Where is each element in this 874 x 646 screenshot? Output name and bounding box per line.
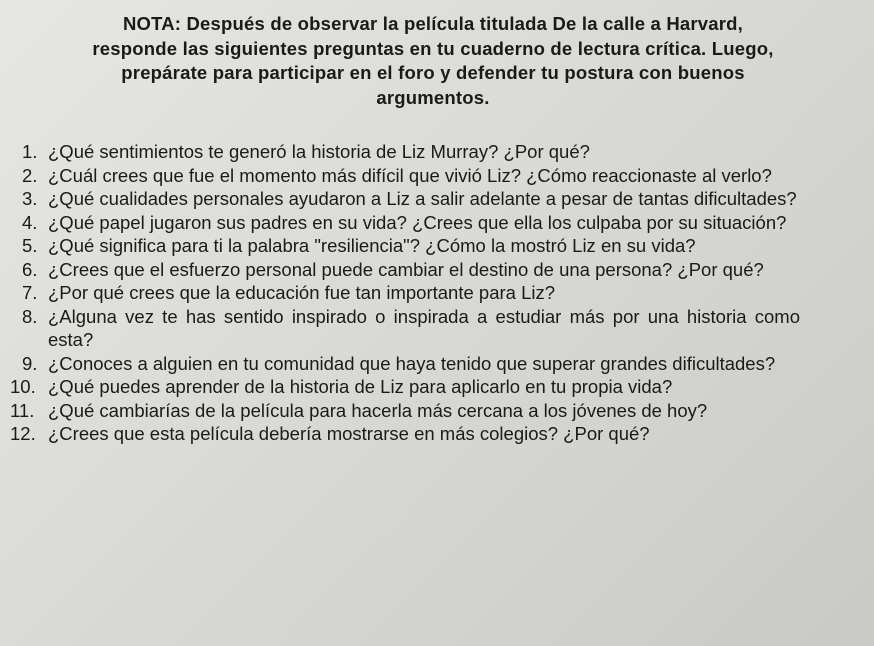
question-text: ¿Crees que esta película debería mostrarse en más colegios? ¿Por qué? (48, 423, 650, 444)
question-number: 12. (10, 423, 36, 444)
question-number: 2. (22, 164, 38, 186)
question-item (10, 422, 800, 446)
question-text: ¿Qué cualidades personales ayudaron a Liz a salir adelante a pesar de tantas dificultades? (48, 188, 797, 209)
question-number: 10. (10, 376, 36, 397)
question-number: 3. (22, 188, 38, 209)
question-text: ¿Por qué crees que la educación fue tan importante para Liz? (48, 282, 556, 303)
question-number: 1. (22, 141, 38, 162)
question-text: ¿Conoces a alguien en tu comunidad que haya tenido que superar grandes dificultades? (48, 352, 776, 374)
question-number: 7. (22, 282, 38, 303)
question-item (10, 281, 800, 305)
question-number: 6. (22, 258, 38, 280)
note-line-3: prepárate para participar en el foro y defender tu postura con buenos (121, 62, 745, 83)
question-item (10, 399, 800, 423)
question-text: ¿Qué cambiarías de la película para hacerla más cercana a los jóvenes de hoy? (48, 399, 708, 421)
question-item (10, 211, 800, 235)
question-text: ¿Crees que el esfuerzo personal puede cambiar el destino de una persona? ¿Por qué? (48, 258, 764, 280)
note-heading (8, 12, 858, 110)
question-text: ¿Qué significa para ti la palabra "resiliencia"? ¿Cómo la mostró Liz en su vida? (48, 235, 696, 256)
question-item (10, 164, 800, 188)
question-list (10, 140, 800, 446)
question-text: ¿Cuál crees que fue el momento más difícil que vivió Liz? ¿Cómo reaccionaste al verlo? (48, 164, 772, 186)
question-number: 5. (22, 235, 38, 256)
question-number: 9. (22, 352, 38, 374)
question-item (10, 234, 800, 258)
question-text: ¿Qué puedes aprender de la historia de Liz para aplicarlo en tu propia vida? (48, 376, 673, 397)
question-text: ¿Alguna vez te has sentido inspirado o inspirada a estudiar más por una historia como esta? (48, 305, 800, 350)
question-text: ¿Qué papel jugaron sus padres en su vida? ¿Crees que ella los culpaba por su situación? (48, 211, 787, 233)
question-number: 8. (22, 305, 38, 327)
question-item (10, 140, 800, 164)
question-text: ¿Qué sentimientos te generó la historia de Liz Murray? ¿Por qué? (48, 141, 590, 162)
question-item (10, 352, 800, 376)
note-line-4: argumentos. (376, 86, 490, 108)
question-item (10, 375, 800, 399)
question-item (10, 305, 800, 352)
note-line-1: NOTA: Después de observar la película titulada De la calle a Harvard, (122, 13, 744, 34)
question-number: 11. (10, 399, 35, 421)
note-line-2: responde las siguientes preguntas en tu cuaderno de lectura crítica. Luego, (92, 37, 774, 59)
question-item (10, 187, 800, 211)
question-number: 4. (22, 211, 38, 233)
question-item (10, 258, 800, 282)
